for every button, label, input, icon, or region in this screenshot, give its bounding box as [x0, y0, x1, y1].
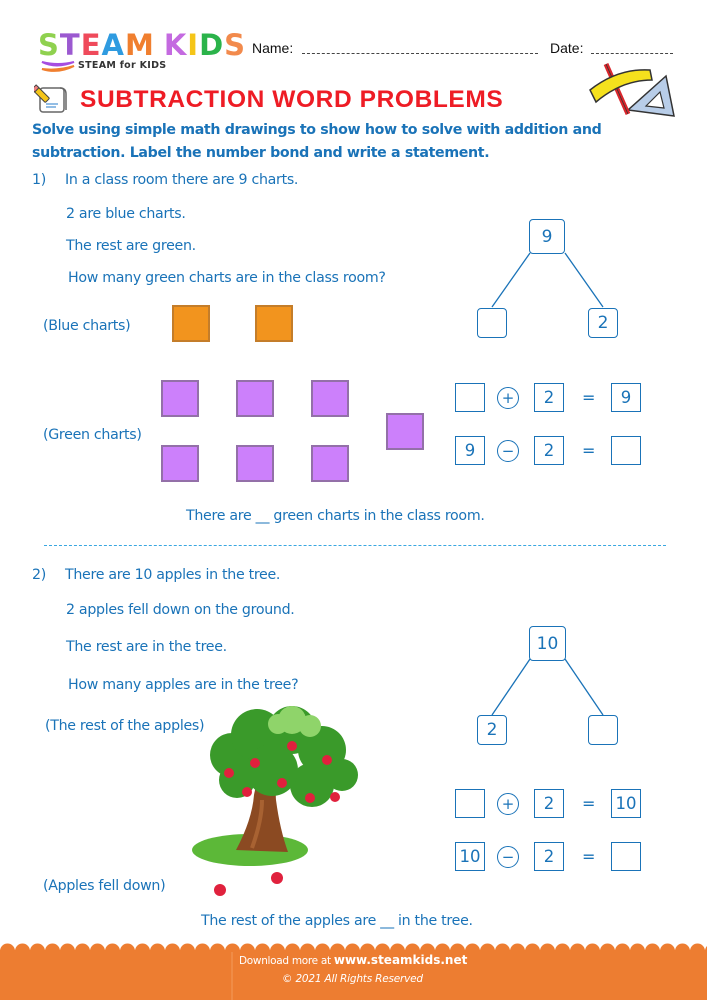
- equation-2a-result[interactable]: 10: [611, 789, 641, 818]
- logo-letter: S: [224, 28, 247, 62]
- equation-1b-term-a[interactable]: 9: [455, 436, 485, 465]
- problem-2-line-1: There are 10 apples in the tree.: [65, 567, 281, 583]
- problem-1-line-3: The rest are green.: [66, 238, 196, 254]
- number-bond-2-right-part[interactable]: [588, 715, 618, 745]
- problem-1-line-4: How many green charts are in the class room?: [68, 270, 386, 286]
- equals-sign: =: [582, 794, 596, 813]
- problem-2-line-3: The rest are in the tree.: [66, 639, 227, 655]
- problem-2-number: 2): [32, 567, 46, 583]
- footer-copyright: © 2021 All Rights Reserved: [282, 973, 423, 985]
- equation-2b-result[interactable]: [611, 842, 641, 871]
- equation-1b-term-b[interactable]: 2: [534, 436, 564, 465]
- green-chart-square: [236, 445, 274, 482]
- number-bond-2-left-part[interactable]: 2: [477, 715, 507, 745]
- equation-1a-result[interactable]: 9: [611, 383, 641, 412]
- section-divider: [44, 545, 666, 546]
- ruler-pencil-set-square-icon: [588, 62, 678, 118]
- problem-2-line-2: 2 apples fell down on the ground.: [66, 602, 295, 618]
- minus-circle-icon: −: [497, 440, 519, 462]
- equation-2a-term-b[interactable]: 2: [534, 789, 564, 818]
- blue-chart-square: [172, 305, 210, 342]
- green-chart-square: [311, 445, 349, 482]
- equation-1a-term-b[interactable]: 2: [534, 383, 564, 412]
- equation-1a-term-a[interactable]: [455, 383, 485, 412]
- problem-1-statement: There are __ green charts in the class room.: [186, 508, 485, 524]
- rest-of-apples-label: (The rest of the apples): [45, 718, 205, 734]
- equation-2a-term-a[interactable]: [455, 789, 485, 818]
- footer-download-prefix: Download more at: [239, 955, 331, 967]
- steam-kids-logo: [38, 28, 247, 74]
- logo-letter: A: [101, 28, 125, 62]
- number-bond-1-left-part[interactable]: [477, 308, 507, 338]
- date-field[interactable]: [591, 53, 673, 54]
- problem-1-line-1: In a class room there are 9 charts.: [65, 172, 299, 188]
- minus-circle-icon: −: [497, 846, 519, 868]
- logo-letter: K: [163, 28, 188, 62]
- apple-tree-icon: [192, 700, 362, 900]
- logo-letter: D: [199, 28, 225, 62]
- number-bond-1-whole[interactable]: 9: [529, 219, 565, 254]
- problem-2-statement: The rest of the apples are __ in the tree.: [201, 913, 473, 929]
- equation-1b-result[interactable]: [611, 436, 641, 465]
- logo-wordmark: [38, 30, 246, 60]
- logo-letter: E: [80, 28, 102, 62]
- green-chart-square: [311, 380, 349, 417]
- logo-letter: T: [59, 28, 81, 62]
- instructions: Solve using simple math drawings to show how to solve with addition and subtraction. Label the number bond and write a statement.: [32, 122, 602, 161]
- logo-letter: I: [187, 28, 200, 62]
- apples-fell-down-label: (Apples fell down): [43, 878, 166, 894]
- page-title: SUBTRACTION WORD PROBLEMS: [80, 86, 504, 113]
- green-chart-square: [236, 380, 274, 417]
- name-field[interactable]: [302, 53, 538, 54]
- number-bond-2-whole[interactable]: 10: [529, 626, 566, 661]
- blue-chart-square: [255, 305, 293, 342]
- number-bond-1-right-part[interactable]: 2: [588, 308, 618, 338]
- footer-banner: [0, 942, 707, 1000]
- blue-charts-label: (Blue charts): [43, 318, 131, 334]
- problem-1-number: 1): [32, 172, 46, 188]
- logo-letter: M: [124, 28, 155, 62]
- name-label: Name:: [252, 40, 294, 56]
- equals-sign: =: [582, 847, 596, 866]
- number-bond-1-lines: [470, 250, 620, 310]
- equation-2b-term-a[interactable]: 10: [455, 842, 485, 871]
- green-chart-square: [161, 445, 199, 482]
- equation-2b-term-b[interactable]: 2: [534, 842, 564, 871]
- problem-2-line-4: How many apples are in the tree?: [68, 677, 299, 693]
- pencil-scroll-icon: [34, 80, 70, 116]
- equals-sign: =: [582, 441, 596, 460]
- problem-1-line-2: 2 are blue charts.: [66, 206, 186, 222]
- logo-swoosh-icon: [40, 60, 76, 74]
- green-chart-square: [161, 380, 199, 417]
- equals-sign: =: [582, 388, 596, 407]
- footer-website-link[interactable]: www.steamkids.net: [333, 953, 468, 967]
- plus-circle-icon: +: [497, 387, 519, 409]
- footer-download-text: [239, 953, 467, 967]
- date-label: Date:: [550, 40, 584, 56]
- green-charts-label: (Green charts): [43, 427, 142, 443]
- logo-letter: S: [38, 28, 60, 62]
- green-chart-square: [386, 413, 424, 450]
- logo-subtitle: STEAM for KIDS: [78, 60, 167, 71]
- plus-circle-icon: +: [497, 793, 519, 815]
